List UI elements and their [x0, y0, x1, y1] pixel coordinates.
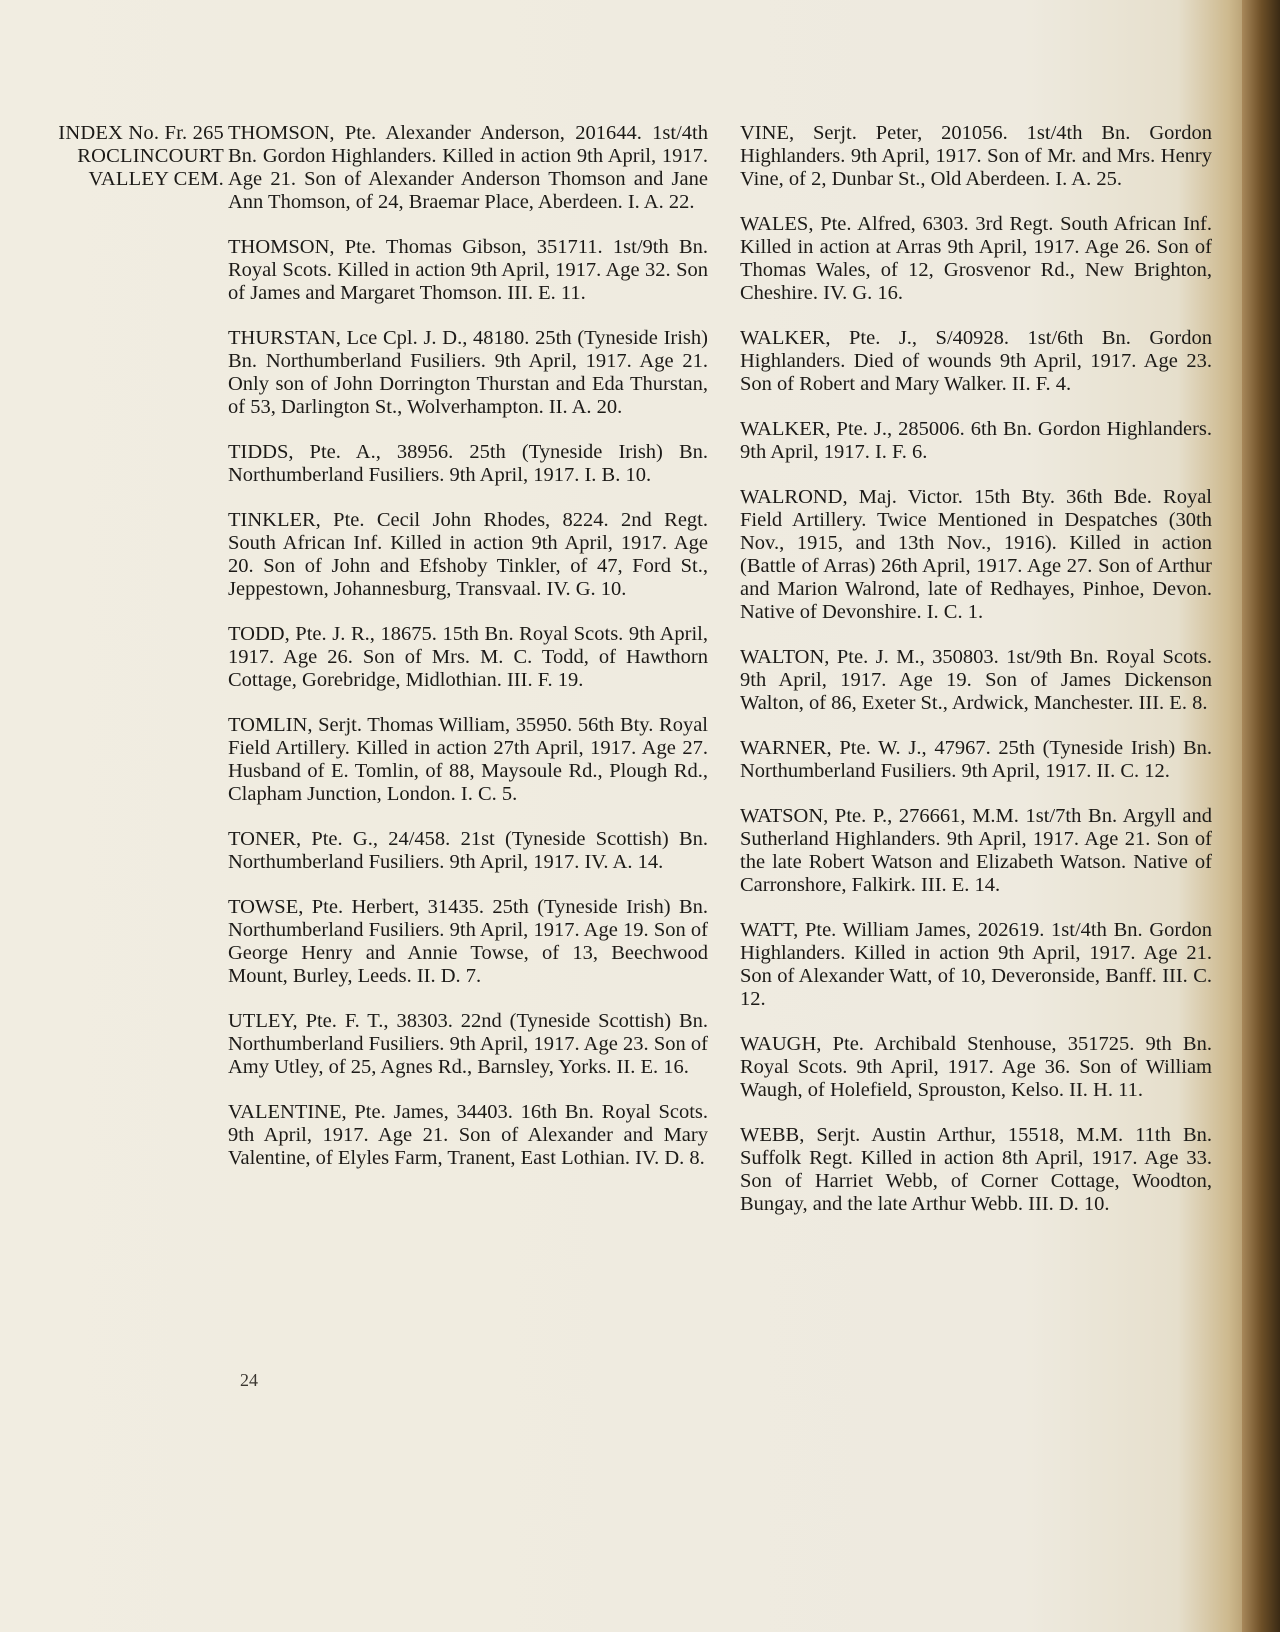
- cemetery-name-line-2: VALLEY CEM.: [88, 168, 224, 190]
- entry-tinkler: TINKLER, Pte. Cecil John Rhodes, 8224. 2nd Regt. South African Inf. Killed in action 9th April, 1917. Age 20. Son of John and Efshoby Tinkler, of 47, Ford St., Jeppestown, Johannesburg, Transvaal. IV. G. 10.: [228, 509, 708, 600]
- entry-thomson-alexander: THOMSON, Pte. Alexander Anderson, 201644. 1st/4th Bn. Gordon Highlanders. Killed in action 9th April, 1917. Age 21. Son of Alexander Anderson Thomson and Jane Ann Thomson, of 24, Braemar Place, Aberdeen. I. A. 22.: [228, 122, 708, 213]
- entry-toner: TONER, Pte. G., 24/458. 21st (Tyneside Scottish) Bn. Northumberland Fusiliers. 9th April, 1917. IV. A. 14.: [228, 828, 708, 873]
- entry-walton: WALTON, Pte. J. M., 350803. 1st/9th Bn. Royal Scots. 9th April, 1917. Age 19. Son of James Dickenson Walton, of 86, Exeter St., Ardwick, Manchester. III. E. 8.: [740, 646, 1212, 714]
- entry-walrond: WALROND, Maj. Victor. 15th Bty. 36th Bde. Royal Field Artillery. Twice Mentioned in Despatches (30th Nov., 1915, and 13th Nov., 1916). Killed in action (Battle of Arras) 26th April, 1917. Age 27. Son of Arthur and Marion Walrond, late of Redhayes, Pinhoe, Devon. Native of Devonshire. I. C. 1.: [740, 486, 1212, 623]
- entry-watt: WATT, Pte. William James, 202619. 1st/4th Bn. Gordon Highlanders. Killed in action 9th April, 1917. Age 21. Son of Alexander Watt, of 10, Deveronside, Banff. III. C. 12.: [740, 919, 1212, 1010]
- entry-walker-s40928: WALKER, Pte. J., S/40928. 1st/6th Bn. Gordon Highlanders. Died of wounds 9th April, 1917. Age 23. Son of Robert and Mary Walker. II. F. 4.: [740, 327, 1212, 395]
- page-number: 24: [240, 1370, 258, 1390]
- entry-vine: VINE, Serjt. Peter, 201056. 1st/4th Bn. Gordon Highlanders. 9th April, 1917. Son of Mr. and Mrs. Henry Vine, of 2, Dunbar St., Old Aberdeen. I. A. 25.: [740, 122, 1212, 190]
- entry-warner: WARNER, Pte. W. J., 47967. 25th (Tyneside Irish) Bn. Northumberland Fusiliers. 9th April, 1917. II. C. 12.: [740, 737, 1212, 782]
- entry-valentine: VALENTINE, Pte. James, 34403. 16th Bn. Royal Scots. 9th April, 1917. Age 21. Son of Alexander and Mary Valentine, of Elyles Farm, Tranent, East Lothian. IV. D. 8.: [228, 1101, 708, 1169]
- entry-waugh: WAUGH, Pte. Archibald Stenhouse, 351725. 9th Bn. Royal Scots. 9th April, 1917. Age 36. Son of William Waugh, of Holefield, Sprouston, Kelso. II. H. 11.: [740, 1033, 1212, 1101]
- entry-thomson-thomas: THOMSON, Pte. Thomas Gibson, 351711. 1st/9th Bn. Royal Scots. Killed in action 9th April, 1917. Age 32. Son of James and Margaret Thomson. III. E. 11.: [228, 236, 708, 304]
- entry-towse: TOWSE, Pte. Herbert, 31435. 25th (Tyneside Irish) Bn. Northumberland Fusiliers. 9th April, 1917. Age 19. Son of George Henry and Annie Towse, of 13, Beechwood Mount, Burley, Leeds. II. D. 7.: [228, 896, 708, 987]
- book-spine: [1242, 0, 1280, 1632]
- entry-thurstan: THURSTAN, Lce Cpl. J. D., 48180. 25th (Tyneside Irish) Bn. Northumberland Fusiliers. 9th April, 1917. Age 21. Only son of John Dorrington Thurstan and Eda Thurstan, of 53, Darlington St., Wolverhampton. II. A. 20.: [228, 327, 708, 418]
- left-column: [228, 122, 708, 1192]
- entry-watson: WATSON, Pte. P., 276661, M.M. 1st/7th Bn. Argyll and Sutherland Highlanders. 9th April, 1917. Age 21. Son of the late Robert Watson and Elizabeth Watson. Native of Carronshore, Falkirk. III. E. 14.: [740, 805, 1212, 896]
- entry-tomlin: TOMLIN, Serjt. Thomas William, 35950. 56th Bty. Royal Field Artillery. Killed in action 27th April, 1917. Age 27. Husband of E. Tomlin, of 88, Maysoule Rd., Plough Rd., Clapham Junction, London. I. C. 5.: [228, 714, 708, 805]
- cemetery-index: [24, 122, 224, 191]
- entry-wales: WALES, Pte. Alfred, 6303. 3rd Regt. South African Inf. Killed in action at Arras 9th April, 1917. Age 26. Son of Thomas Wales, of 12, Grosvenor Rd., New Brighton, Cheshire. IV. G. 16.: [740, 213, 1212, 304]
- entry-todd: TODD, Pte. J. R., 18675. 15th Bn. Royal Scots. 9th April, 1917. Age 26. Son of Mrs. M. C. Todd, of Hawthorn Cottage, Gorebridge, Midlothian. III. F. 19.: [228, 623, 708, 691]
- right-column: [740, 122, 1212, 1238]
- cemetery-name-line-1: ROCLINCOURT: [77, 145, 224, 167]
- entry-webb: WEBB, Serjt. Austin Arthur, 15518, M.M. 11th Bn. Suffolk Regt. Killed in action 8th April, 1917. Age 33. Son of Harriet Webb, of Corner Cottage, Woodton, Bungay, and the late Arthur Webb. III. D. 10.: [740, 1124, 1212, 1215]
- entry-walker-285006: WALKER, Pte. J., 285006. 6th Bn. Gordon Highlanders. 9th April, 1917. I. F. 6.: [740, 418, 1212, 463]
- entry-utley: UTLEY, Pte. F. T., 38303. 22nd (Tyneside Scottish) Bn. Northumberland Fusiliers. 9th April, 1917. Age 23. Son of Amy Utley, of 25, Agnes Rd., Barnsley, Yorks. II. E. 16.: [228, 1010, 708, 1078]
- entry-tidds: TIDDS, Pte. A., 38956. 25th (Tyneside Irish) Bn. Northumberland Fusiliers. 9th April, 1917. I. B. 10.: [228, 441, 708, 486]
- index-number: INDEX No. Fr. 265: [58, 122, 224, 144]
